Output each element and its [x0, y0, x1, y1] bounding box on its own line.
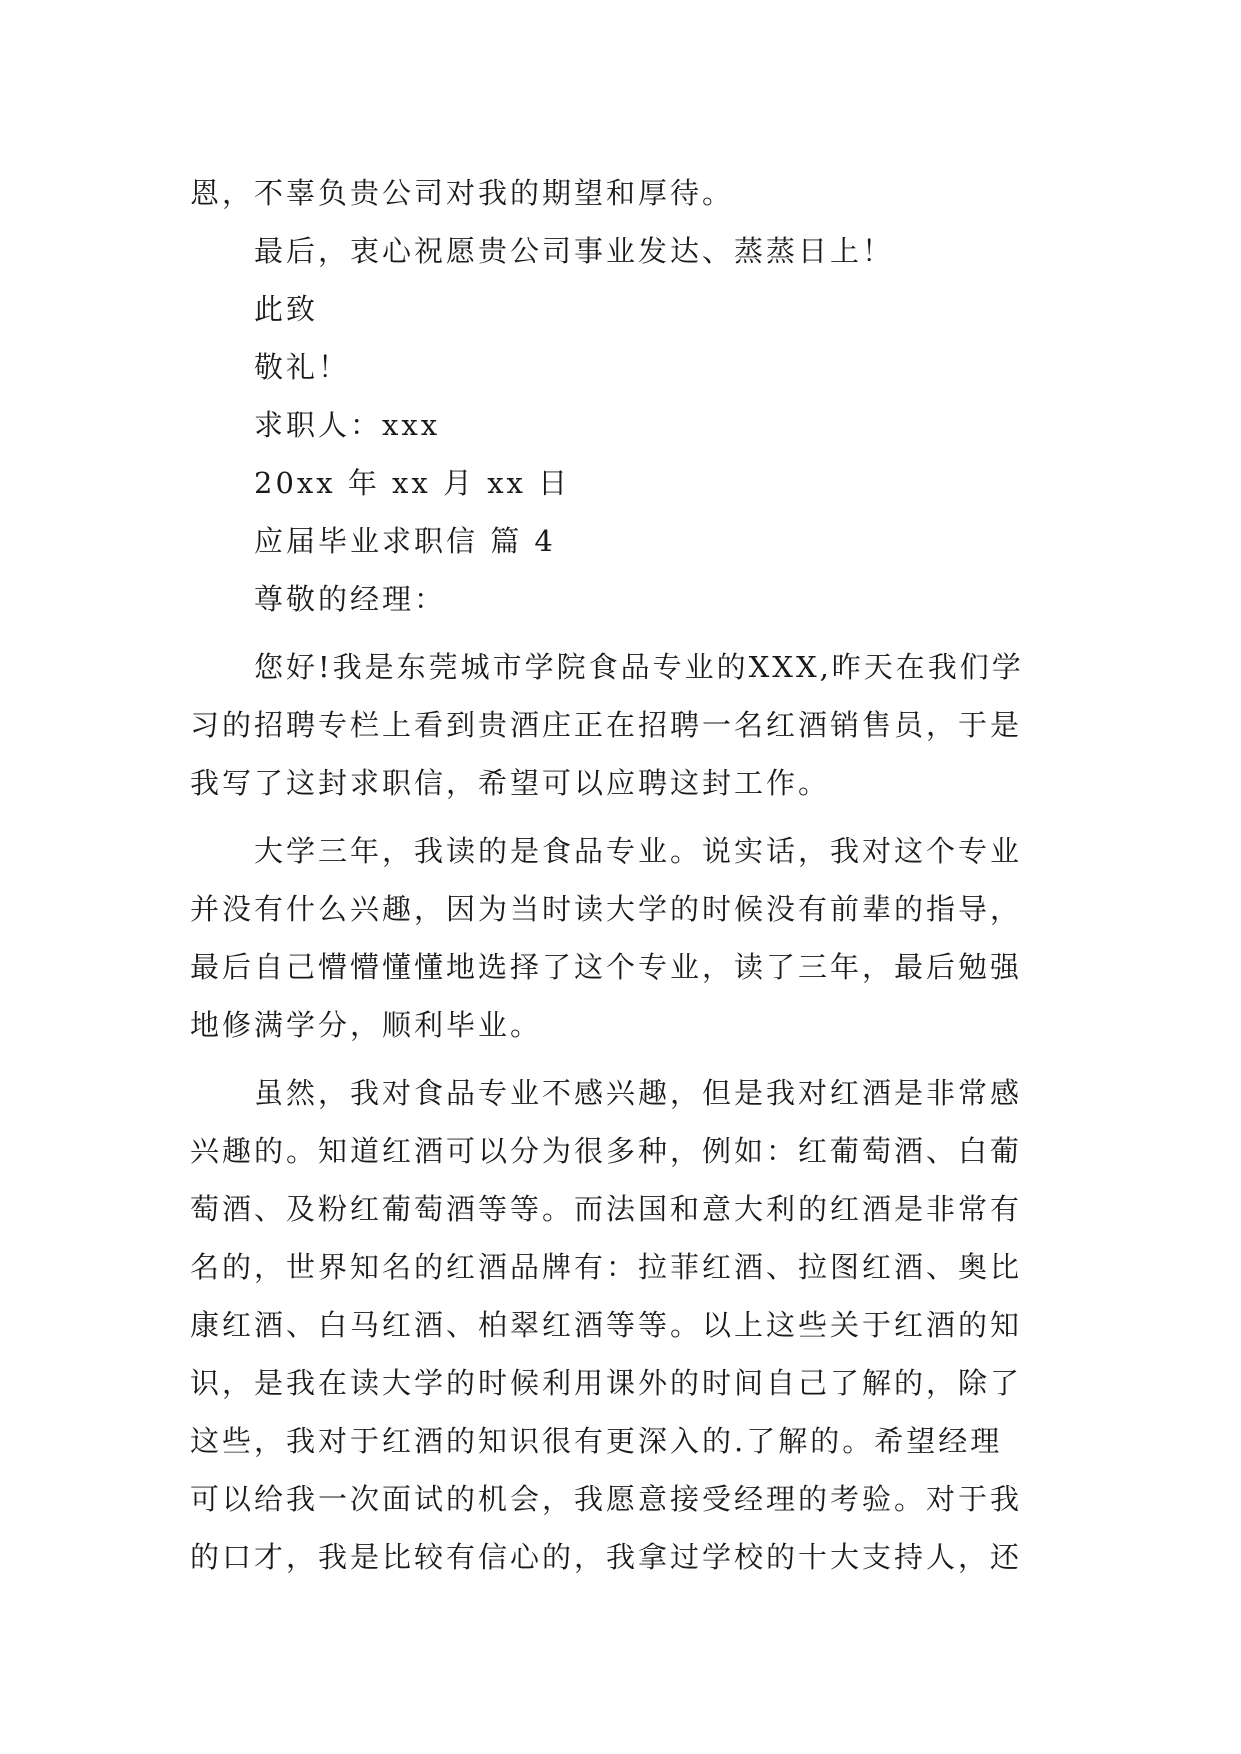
section-heading: 应届毕业求职信 篇 4: [254, 524, 556, 558]
paragraph-line: 习的招聘专栏上看到贵酒庄正在招聘一名红酒销售员，于是: [190, 708, 1023, 742]
applicant-name: 求职人：xxx: [254, 408, 441, 442]
letter-date: 20xx 年 xx 月 xx 日: [254, 466, 571, 500]
paragraph-line: 的口才，我是比较有信心的，我拿过学校的十大支持人，还: [190, 1540, 1023, 1574]
paragraph-line: 可以给我一次面试的机会，我愿意接受经理的考验。对于我: [190, 1482, 1023, 1516]
letter-body: [190, 164, 1070, 1586]
paragraph-line: 识，是我在读大学的时候利用课外的时间自己了解的，除了: [190, 1366, 1023, 1400]
paragraph-line: 这些，我对于红酒的知识很有更深入的.了解的。希望经理: [190, 1424, 1003, 1458]
text-line: 恩，不辜负贵公司对我的期望和厚待。: [190, 176, 735, 210]
salutation-jingli: 敬礼！: [254, 350, 351, 384]
paragraph-line: 康红酒、白马红酒、柏翠红酒等等。以上这些关于红酒的知: [190, 1308, 1023, 1342]
paragraph-line: 最后自己懵懵懂懂地选择了这个专业，读了三年，最后勉强: [190, 950, 1023, 984]
paragraph-line: 萄酒、及粉红葡萄酒等等。而法国和意大利的红酒是非常有: [190, 1192, 1023, 1226]
paragraph-line: 地修满学分，顺利毕业。: [190, 1008, 543, 1042]
paragraph-line: 大学三年，我读的是食品专业。说实话，我对这个专业: [254, 834, 1023, 868]
paragraph-line: 虽然，我对食品专业不感兴趣，但是我对红酒是非常感: [254, 1076, 1023, 1110]
closing-wish: 最后，衷心祝愿贵公司事业发达、蒸蒸日上！: [254, 234, 895, 268]
paragraph-line: 名的，世界知名的红酒品牌有：拉菲红酒、拉图红酒、奥比: [190, 1250, 1023, 1284]
paragraph-line: 我写了这封求职信，希望可以应聘这封工作。: [190, 766, 831, 800]
paragraph-line: 您好!我是东莞城市学院食品专业的XXX,昨天在我们学: [254, 650, 1024, 684]
salutation-cizhi: 此致: [254, 292, 319, 326]
paragraph-line: 兴趣的。知道红酒可以分为很多种，例如：红葡萄酒、白葡: [190, 1134, 1023, 1168]
paragraph-line: 并没有什么兴趣，因为当时读大学的时候没有前辈的指导，: [190, 892, 1023, 926]
greeting: 尊敬的经理：: [254, 582, 447, 616]
